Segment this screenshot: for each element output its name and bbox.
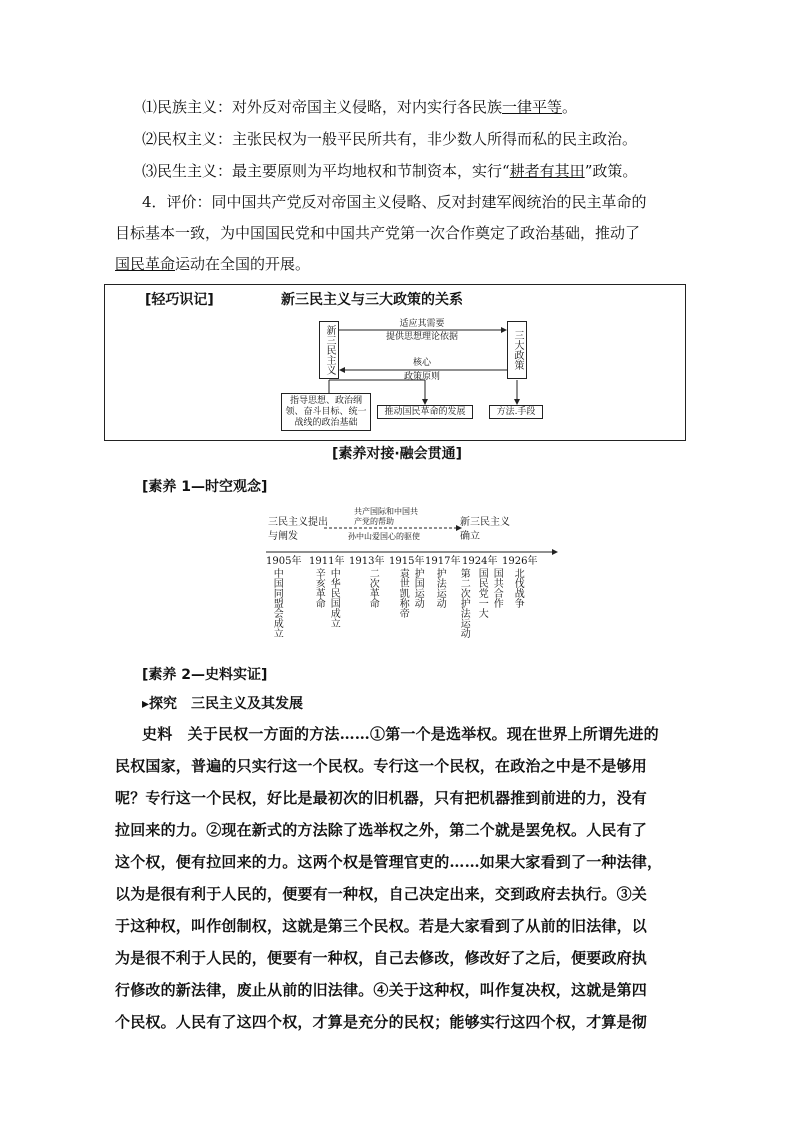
underlined-text: 国民革命 xyxy=(115,255,176,273)
arrowhead-mid xyxy=(339,367,345,373)
box-guiding-ideology: 指导思想、政治纲领、奋斗目标、统一战线的政治基础 xyxy=(281,393,371,431)
tl-year: 1913年 xyxy=(349,556,385,567)
underlined-text: 耕者有其田 xyxy=(509,162,585,180)
source-line: 以为是很有利于人民的，便要有一种权，自己决定出来，交到政府去执行。③关 xyxy=(115,885,648,903)
text: ⑴民族主义：对外反对帝国主义侵略，对内实行各民族 xyxy=(142,98,503,116)
literacy-1-title: [素养 1—时空观念] xyxy=(142,479,268,495)
tl-top-left-2: 与阐发 xyxy=(268,531,298,542)
arrow-top-label-1: 适应其需要 xyxy=(399,319,445,329)
arrow-mid-label-2: 政策原则 xyxy=(403,372,440,382)
text: 运动在全国的开展。 xyxy=(175,255,311,273)
tl-event: 北伐战争 xyxy=(512,568,524,608)
section-header: [素养对接·融会贯通] xyxy=(331,446,463,462)
text: 。 xyxy=(562,98,578,116)
explore-heading: ▸探究 三民主义及其发展 xyxy=(142,696,304,712)
tl-year: 1926年 xyxy=(502,556,538,567)
tl-top-mid-1: 共产国际和中国共 xyxy=(354,507,418,516)
paragraph-nationalism xyxy=(142,92,712,122)
tl-top-right-2: 确立 xyxy=(460,531,480,542)
tl-event: 袁世凯称帝 xyxy=(397,568,409,618)
box-new-three-principles: 新三民主义 xyxy=(319,321,339,379)
source-line: 于这种权，叫作创制权，这就是第三个民权。若是大家看到了从前的旧法律，以 xyxy=(115,917,648,935)
tl-year: 1915年 xyxy=(389,556,425,567)
timeline-arrowhead xyxy=(552,549,558,555)
tl-event: 国共合作 xyxy=(491,568,503,608)
text: ⑶民生主义：最主要原则为平均地权和节制资本，实行“ xyxy=(142,162,510,180)
paragraph-evaluation-3 xyxy=(115,249,685,279)
tl-top-mid-2: 产党的帮助 xyxy=(354,517,394,526)
tl-year: 1911年 xyxy=(309,556,345,567)
arrow-mid-label-1: 核心 xyxy=(412,358,431,368)
paragraph-democracy: ⑵民权主义：主张民权为一般平民所共有，非少数人所得而私的民主政治。 xyxy=(142,130,638,148)
tl-event: 国民党一大 xyxy=(476,568,488,618)
memory-box-title: 新三民主义与三大政策的关系 xyxy=(281,292,463,308)
source-line: 这个权，便有拉回来的力。这两个权是管理官吏的……如果大家看到了一种法律， xyxy=(115,853,663,871)
source-line: 呢？专行这一个民权，好比是最初次的旧机器，只有把机器推到前进的力，没有 xyxy=(115,789,648,807)
paragraph-evaluation-2: 目标基本一致，为中国国民党和中国共产党第一次合作奠定了政治基础，推动了 xyxy=(115,224,641,242)
tl-year: 1917年 xyxy=(425,556,461,567)
tl-event: 中华民国成立 xyxy=(328,568,340,628)
literacy-2-title: [素养 2—史料实证] xyxy=(142,667,268,683)
source-line: 行修改的新法律，废止从前的旧法律。④关于这种权，叫作复决权，这就是第四 xyxy=(115,981,648,999)
tl-event: 中国同盟会成立 xyxy=(271,568,283,638)
tl-event: 护法运动 xyxy=(434,568,446,608)
box-methods: 方法.手段 xyxy=(489,405,543,419)
tl-event: 辛亥革命 xyxy=(313,568,325,608)
source-line: 史料 关于民权一方面的方法……①第一个是选举权。现在世界上所谓先进的 xyxy=(142,725,659,743)
paragraph-livelihood xyxy=(142,156,712,186)
tl-event: 护国运动 xyxy=(412,568,424,608)
tl-top-mid-3: 孙中山爱国心的驱使 xyxy=(348,532,420,541)
source-line: 个民权。人民有了这四个权，才算是充分的民权；能够实行这四个权，才算是彻 xyxy=(115,1013,648,1031)
tl-event: 第二次护法运动 xyxy=(458,568,470,638)
tl-event: 二次革命 xyxy=(367,568,379,608)
memory-box-label: [轻巧识记] xyxy=(145,292,214,308)
tl-top-right-1: 新三民主义 xyxy=(460,517,510,528)
source-line: 为是很不利于人民的，便要有一种权，自己去修改，修改好了之后，便要政府执 xyxy=(115,949,648,967)
box-three-policies: 三大政策 xyxy=(507,321,527,379)
memory-box xyxy=(104,284,686,441)
text: ”政策。 xyxy=(584,162,638,180)
box-promote-revolution: 推动国民革命的发展 xyxy=(377,405,473,419)
source-line: 民权国家，普遍的只实行这一个民权。专行这一个民权，在政治之中是不是够用 xyxy=(115,757,648,775)
tl-top-left-1: 三民主义提出 xyxy=(268,517,328,528)
tl-year: 1905年 xyxy=(266,556,302,567)
arrow-top-label-2: 提供思想理论依据 xyxy=(385,332,458,342)
tl-year: 1924年 xyxy=(462,556,498,567)
underlined-text: 一律平等 xyxy=(502,98,563,116)
paragraph-evaluation-1: 4．评价：同中国共产党反对帝国主义侵略、反对封建军阀统治的民主革命的 xyxy=(142,193,647,211)
source-line: 拉回来的力。②现在新式的方法除了选举权之外，第二个就是罢免权。人民有了 xyxy=(115,821,648,839)
